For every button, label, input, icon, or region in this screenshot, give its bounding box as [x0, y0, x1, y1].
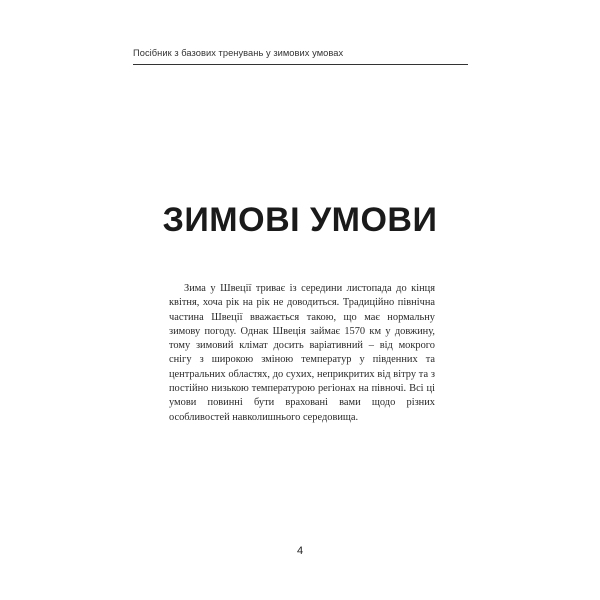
- running-header: [133, 43, 468, 65]
- page-number: 4: [296, 545, 304, 557]
- chapter-title: ЗИМОВІ УМОВИ: [162, 201, 438, 239]
- body-paragraph: Зима у Швеції триває із середини листопада до кінця квітня, хоча рік на рік не доводиться. Традиційно північна частина Швеції вважається такою, що має нормальну зимову погоду. Однак Швеція займає 1570 км у довжину, тому зимовий клімат досить варіативний – від мокрого снігу з широкою зміною температур у південних та центральних областях, до сухих, неприкритих від вітру та з постійно низькою температурою регіонах на півночі. Всі ці умови повинні бути враховані вами щодо різних особливостей навколишнього середовища.: [169, 283, 435, 423]
- running-header-text: Посібник з базових тренувань у зимових умовах: [133, 48, 344, 58]
